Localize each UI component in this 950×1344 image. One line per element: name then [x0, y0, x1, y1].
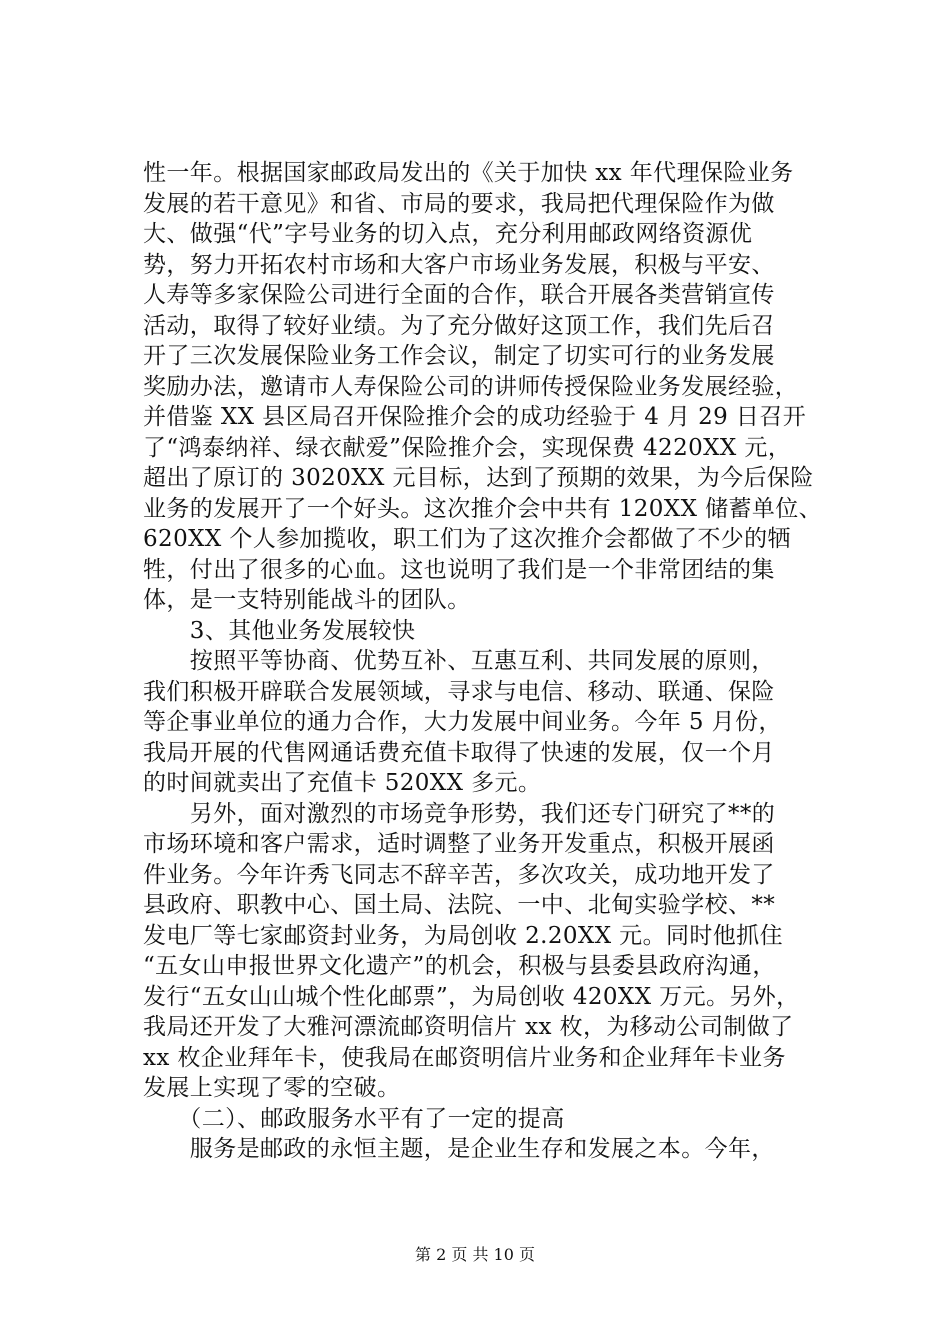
text-line: 另外，面对激烈的市场竞争形势，我们还专门研究了**的: [143, 800, 776, 827]
text-line: 超出了原订的 3020XX 元目标，达到了预期的效果，为今后保险: [143, 465, 814, 491]
text-line: 市场环境和客户需求，适时调整了业务开发重点，积极开展函: [143, 831, 775, 857]
body-text: [143, 158, 833, 1165]
text-line: 发行“五女山山城个性化邮票”，为局创收 420XX 万元。另外，: [143, 983, 800, 1010]
text-line: 发展的若干意见》和省、市局的要求，我局把代理保险作为做: [143, 190, 775, 217]
text-line: 发展上实现了零的空破。: [143, 1075, 401, 1101]
text-line: 的时间就卖出了充值卡 520XX 多元。: [143, 770, 542, 796]
text-line: 我局还开发了大雅河漂流邮资明信片 xx 枚，为移动公司制做了: [143, 1014, 794, 1040]
text-line: 我们积极开辟联合发展领域，寻求与电信、移动、联通、保险: [143, 678, 775, 705]
text-line: 我局开展的代售网通话费充值卡取得了快速的发展，仅一个月: [143, 739, 775, 766]
text-line: 活动，取得了较好业绩。为了充分做好这顶工作，我们先后召: [143, 312, 775, 339]
text-line: “五女山申报世界文化遗产”的机会，积极与县委县政府沟通，: [143, 953, 776, 979]
text-line: 业务的发展开了一个好头。这次推介会中共有 120XX 储蓄单位、: [143, 495, 823, 522]
text-line: 大、做强“代”字号业务的切入点，充分利用邮政网络资源优: [143, 221, 753, 247]
text-line: 性一年。根据国家邮政局发出的《关于加快 xx 年代理保险业务: [143, 160, 794, 186]
text-line: 620XX 个人参加揽收，职工们为了这次推介会都做了不少的牺: [143, 526, 791, 552]
text-line: 体，是一支特别能战斗的团队。: [143, 587, 471, 613]
section-heading: 3、其他业务发展较快: [143, 617, 416, 644]
text-line: 县政府、职教中心、国土局、法院、一中、北甸实验学校、**: [143, 892, 776, 918]
text-line: 奖励办法，邀请市人寿保险公司的讲师传授保险业务发展经验，: [143, 373, 799, 400]
text-line: 牲，付出了很多的心血。这也说明了我们是一个非常团结的集: [143, 556, 775, 583]
text-line: 并借鉴 XX 县区局召开保险推介会的成功经验于 4 月 29 日召开: [143, 404, 807, 430]
text-line: 开了三次发展保险业务工作会议，制定了切实可行的业务发展: [143, 343, 775, 369]
section-heading: （二）、邮政服务水平有了一定的提高: [143, 1105, 565, 1132]
text-line: 件业务。今年许秀飞同志不辞辛苦，多次攻关，成功地开发了: [143, 861, 775, 888]
text-line: 人寿等多家保险公司进行全面的合作，联合开展各类营销宣传: [143, 282, 775, 308]
text-line: 服务是邮政的永恒主题，是企业生存和发展之本。今年，: [143, 1136, 775, 1162]
page-number-footer: 第 2 页 共 10 页: [415, 1245, 535, 1264]
text-line: 势，努力开拓农村市场和大客户市场业务发展，积极与平安、: [143, 251, 775, 278]
text-line: 等企事业单位的通力合作，大力发展中间业务。今年 5 月份，: [143, 709, 782, 735]
text-line: xx 枚企业拜年卡，使我局在邮资明信片业务和企业拜年卡业务: [143, 1044, 786, 1071]
text-line: 发电厂等七家邮资封业务，为局创收 2.20XX 元。同时他抓住: [143, 922, 783, 949]
text-line: 了“鸿泰纳祥、绿衣献爱”保险推介会，实现保费 4220XX 元，: [143, 434, 792, 461]
text-line: 按照平等协商、优势互补、互惠互利、共同发展的原则，: [143, 648, 775, 674]
